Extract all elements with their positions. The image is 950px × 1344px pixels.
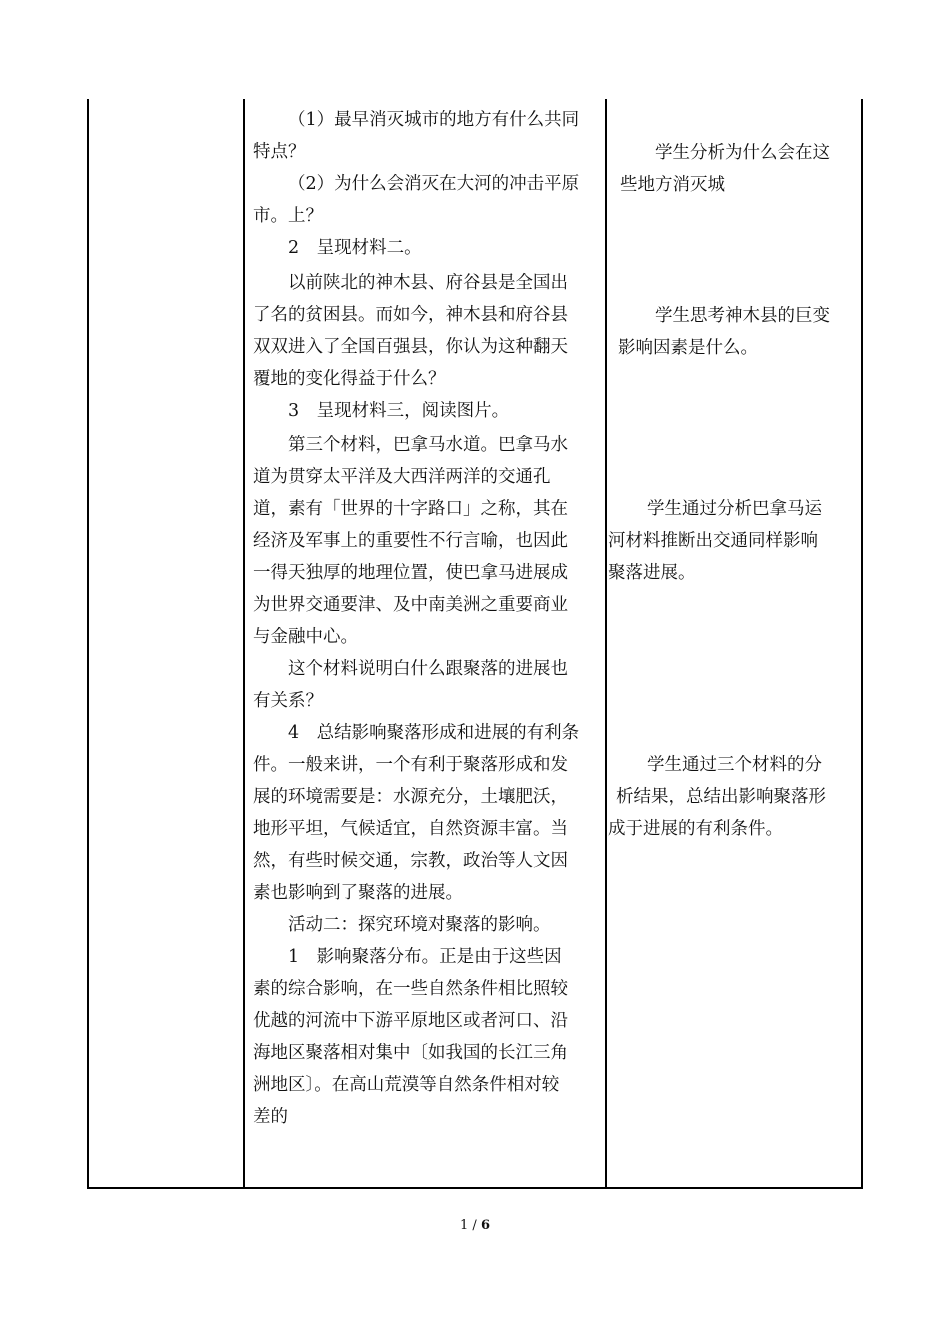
lesson-table xyxy=(87,99,863,1189)
main-line: 活动二：探究环境对聚落的影响。 xyxy=(288,915,551,935)
main-line: 有关系？ xyxy=(253,691,323,711)
side-line: 影响因素是什么。 xyxy=(618,338,758,358)
side-line: 成于进展的有利条件。 xyxy=(608,819,783,839)
side-line: 聚落进展。 xyxy=(608,563,696,583)
page-total: 6 xyxy=(480,1218,490,1233)
main-line: 4 总结影响聚落形成和进展的有利条 xyxy=(288,723,580,743)
main-line: 2 呈现材料二。 xyxy=(288,238,422,258)
main-line: 素的综合影响，在一些自然条件相比照较 xyxy=(253,979,568,999)
page-number xyxy=(0,1218,950,1233)
main-line: 双双进入了全国百强县，你认为这种翻天 xyxy=(253,337,568,357)
main-line: 这个材料说明白什么跟聚落的进展也 xyxy=(288,659,568,679)
main-line: 市。上？ xyxy=(253,206,323,226)
main-line: 优越的河流中下游平原地区或者河口、沿 xyxy=(253,1011,568,1031)
side-line: 学生思考神木县的巨变 xyxy=(655,306,830,326)
main-line: 洲地区〕。在高山荒漠等自然条件相对较 xyxy=(253,1075,560,1095)
side-line: 学生分析为什么会在这 xyxy=(655,143,830,163)
main-line: 展的环境需要是：水源充分，土壤肥沃， xyxy=(253,787,568,807)
main-line: 地形平坦，气候适宜，自然资源丰富。当 xyxy=(253,819,568,839)
main-line: 覆地的变化得益于什么？ xyxy=(253,369,446,389)
side-line: 河材料推断出交通同样影响 xyxy=(608,531,818,551)
main-line: 差的 xyxy=(253,1107,288,1127)
main-line: 道，素有「世界的十字路口」之称，其在 xyxy=(253,499,568,519)
main-line: 一得天独厚的地理位置，使巴拿马进展成 xyxy=(253,563,568,583)
main-line: 然，有些时候交通，宗教，政治等人文因 xyxy=(253,851,568,871)
main-line: 3 呈现材料三，阅读图片。 xyxy=(288,401,510,421)
main-line: 第三个材料，巴拿马水道。巴拿马水 xyxy=(288,435,568,455)
side-line: 学生通过分析巴拿马运 xyxy=(647,499,822,519)
main-line: 以前陕北的神木县、府谷县是全国出 xyxy=(288,273,568,293)
main-line: 道为贯穿太平洋及大西洋两洋的交通孔 xyxy=(253,467,551,487)
main-line: 1 影响聚落分布。正是由于这些因 xyxy=(288,947,562,967)
page-current: 1 xyxy=(460,1218,469,1233)
side-line: 析结果，总结出影响聚落形 xyxy=(616,787,826,807)
main-line: 了名的贫困县。而如今，神木县和府谷县 xyxy=(253,305,568,325)
main-line: 件。一般来讲，一个有利于聚落形成和发 xyxy=(253,755,568,775)
table-border-bottom xyxy=(87,1187,863,1189)
main-line: 海地区聚落相对集中〔如我国的长江三角 xyxy=(253,1043,568,1063)
main-line: 经济及军事上的重要性不行言喻，也因此 xyxy=(253,531,568,551)
column-divider-1 xyxy=(243,99,245,1189)
side-line: 学生通过三个材料的分 xyxy=(647,755,822,775)
main-line: 与金融中心。 xyxy=(253,627,358,647)
page-separator: / xyxy=(468,1218,481,1233)
main-line: （1）最早消灭城市的地方有什么共同 xyxy=(288,110,580,130)
empty-left-column xyxy=(89,99,243,1187)
side-line: 些地方消灭城 xyxy=(620,175,725,195)
main-line: 特点？ xyxy=(253,142,306,162)
main-line: 为世界交通要津、及中南美洲之重要商业 xyxy=(253,595,568,615)
column-divider-2 xyxy=(605,99,607,1189)
table-border-right xyxy=(861,99,863,1189)
main-line: 素也影响到了聚落的进展。 xyxy=(253,883,463,903)
main-line: （2）为什么会消灭在大河的冲击平原 xyxy=(288,174,580,194)
